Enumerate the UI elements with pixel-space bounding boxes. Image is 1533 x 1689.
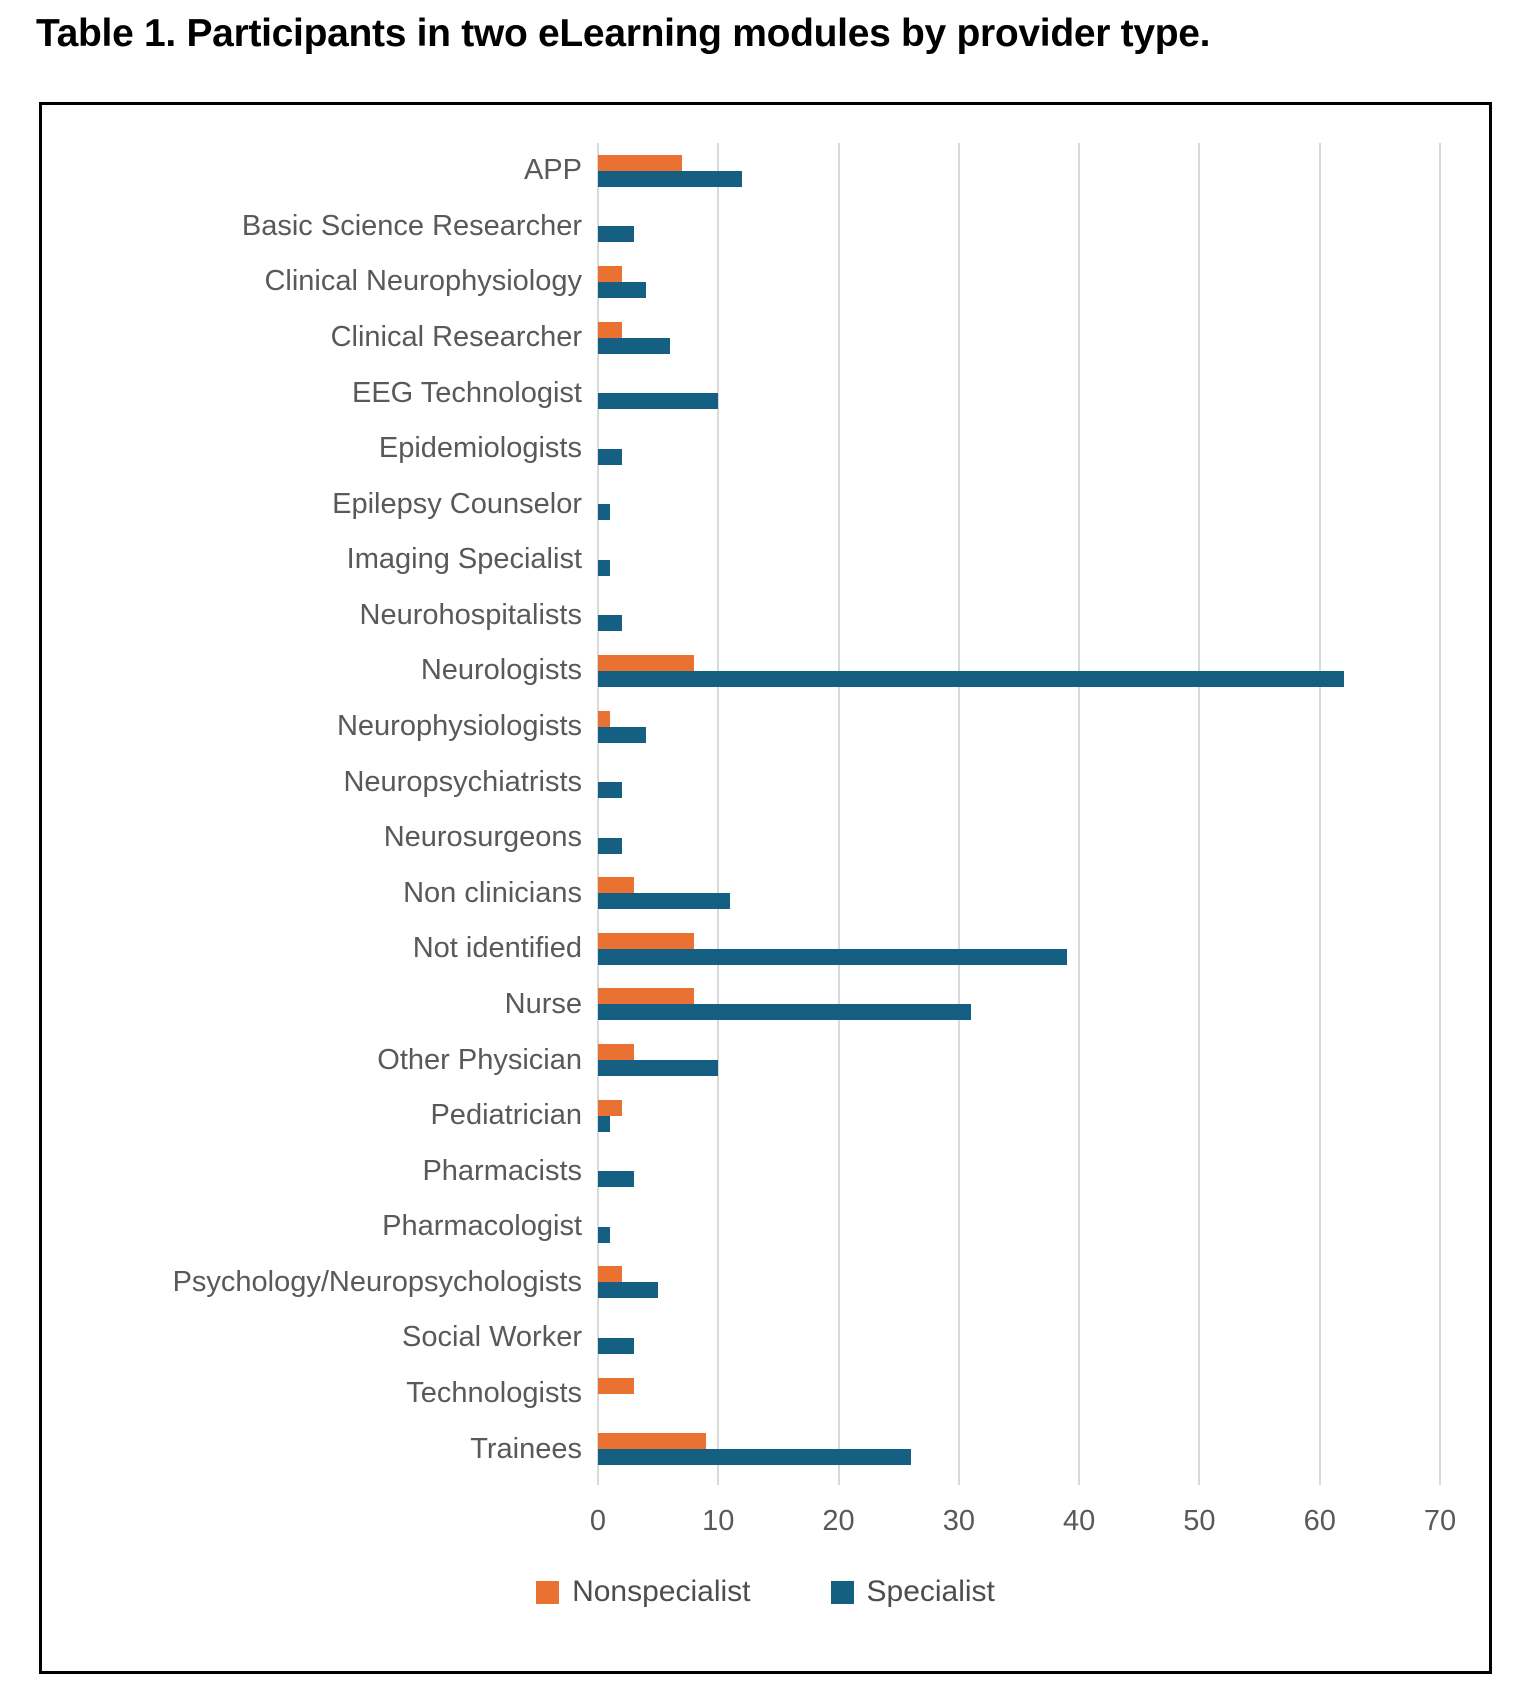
bar-specialist — [598, 782, 622, 798]
category-row — [42, 143, 1440, 199]
bar-track — [598, 199, 1440, 255]
category-label: Nurse — [504, 987, 582, 1020]
category-row — [42, 1310, 1440, 1366]
bar-track — [598, 476, 1440, 532]
bar-specialist — [598, 504, 610, 520]
legend-label: Nonspecialist — [572, 1575, 751, 1608]
x-tick-label: 60 — [1303, 1505, 1336, 1537]
legend-item — [536, 1575, 750, 1609]
bar-track — [598, 1255, 1440, 1311]
category-label: Psychology/Neuropsychologists — [172, 1265, 582, 1298]
x-tick-label: 0 — [589, 1505, 607, 1537]
category-row — [42, 866, 1440, 922]
bar-nonspecialist — [598, 322, 622, 338]
bar-track — [598, 643, 1440, 699]
bar-track — [598, 1310, 1440, 1366]
category-label: Social Worker — [402, 1321, 582, 1354]
bar-nonspecialist — [598, 266, 622, 282]
bar-nonspecialist — [598, 988, 694, 1004]
category-label: APP — [523, 154, 582, 187]
category-label: Neurosurgeons — [383, 821, 582, 854]
category-row — [42, 1143, 1440, 1199]
bar-specialist — [598, 1060, 718, 1076]
bar-specialist — [598, 1116, 610, 1132]
bar-track — [598, 1088, 1440, 1144]
category-label: Pharmacologist — [382, 1210, 582, 1243]
bar-track — [598, 1421, 1440, 1477]
bar-track — [598, 310, 1440, 366]
category-row — [42, 1255, 1440, 1311]
bar-track — [598, 1143, 1440, 1199]
bar-nonspecialist — [598, 711, 610, 727]
bar-nonspecialist — [598, 1378, 634, 1394]
category-row — [42, 254, 1440, 310]
category-label: Non clinicians — [403, 876, 582, 909]
category-row — [42, 1032, 1440, 1088]
category-row — [42, 977, 1440, 1033]
bar-track — [598, 699, 1440, 755]
bar-nonspecialist — [598, 933, 694, 949]
category-label: Pharmacists — [422, 1154, 582, 1187]
legend-swatch-icon — [536, 1581, 559, 1604]
category-label: Neuropsychiatrists — [343, 765, 582, 798]
bar-specialist — [598, 893, 730, 909]
bar-specialist — [598, 1338, 634, 1354]
bar-specialist — [598, 282, 646, 298]
bar-track — [598, 421, 1440, 477]
chart-title: Table 1. Participants in two eLearning modules by provider type. — [36, 12, 1211, 55]
bar-specialist — [598, 1282, 658, 1298]
bar-specialist — [598, 226, 634, 242]
bar-nonspecialist — [598, 1266, 622, 1282]
bar-specialist — [598, 449, 622, 465]
bar-track — [598, 810, 1440, 866]
chart-box — [39, 102, 1492, 1674]
bar-nonspecialist — [598, 1100, 622, 1116]
bar-specialist — [598, 727, 646, 743]
bar-nonspecialist — [598, 155, 682, 171]
bar-specialist — [598, 1171, 634, 1187]
bar-specialist — [598, 338, 670, 354]
category-row — [42, 1421, 1440, 1477]
x-tick-label: 40 — [1063, 1505, 1096, 1537]
bar-track — [598, 254, 1440, 310]
category-row — [42, 643, 1440, 699]
bar-specialist — [598, 560, 610, 576]
category-row — [42, 1199, 1440, 1255]
category-label: Neurologists — [420, 654, 582, 687]
x-tick-label: 30 — [942, 1505, 975, 1537]
category-label: Basic Science Researcher — [241, 209, 582, 242]
bar-track — [598, 1366, 1440, 1422]
category-row — [42, 365, 1440, 421]
bar-track — [598, 977, 1440, 1033]
category-label: Epidemiologists — [378, 432, 582, 465]
category-row — [42, 1088, 1440, 1144]
x-tick-label: 20 — [822, 1505, 855, 1537]
category-label: Epilepsy Counselor — [332, 487, 582, 520]
category-row — [42, 421, 1440, 477]
bar-nonspecialist — [598, 655, 694, 671]
bar-specialist — [598, 949, 1067, 965]
category-row — [42, 476, 1440, 532]
bar-specialist — [598, 1449, 911, 1465]
bar-specialist — [598, 393, 718, 409]
bar-track — [598, 143, 1440, 199]
category-label: Clinical Neurophysiology — [264, 265, 582, 298]
category-label: Trainees — [470, 1432, 582, 1465]
legend — [42, 1567, 1489, 1617]
bar-specialist — [598, 1227, 610, 1243]
x-axis — [589, 1497, 1457, 1541]
x-tick-label: 10 — [702, 1505, 735, 1537]
bar-nonspecialist — [598, 1044, 634, 1060]
category-row — [42, 588, 1440, 644]
bar-track — [598, 921, 1440, 977]
bar-specialist — [598, 838, 622, 854]
category-row — [42, 754, 1440, 810]
category-label: Not identified — [412, 932, 582, 965]
bar-track — [598, 1199, 1440, 1255]
x-tick-label: 50 — [1183, 1505, 1216, 1537]
bar-specialist — [598, 615, 622, 631]
category-label: Neurohospitalists — [359, 598, 582, 631]
legend-label: Specialist — [866, 1575, 995, 1608]
category-label: Pediatrician — [430, 1099, 582, 1132]
bar-chart — [42, 143, 1440, 1477]
bar-track — [598, 754, 1440, 810]
bar-specialist — [598, 671, 1344, 687]
x-tick-label: 70 — [1423, 1505, 1457, 1537]
category-row — [42, 1366, 1440, 1422]
bar-track — [598, 1032, 1440, 1088]
category-row — [42, 921, 1440, 977]
bar-specialist — [598, 171, 742, 187]
category-row — [42, 699, 1440, 755]
category-row — [42, 310, 1440, 366]
legend-swatch-icon — [831, 1581, 854, 1604]
category-row — [42, 532, 1440, 588]
bar-nonspecialist — [598, 877, 634, 893]
category-row — [42, 810, 1440, 866]
category-row — [42, 199, 1440, 255]
category-label: Other Physician — [377, 1043, 582, 1076]
bar-track — [598, 866, 1440, 922]
bar-track — [598, 588, 1440, 644]
bar-track — [598, 532, 1440, 588]
bar-track — [598, 365, 1440, 421]
category-label: Clinical Researcher — [330, 321, 582, 354]
category-label: Technologists — [406, 1377, 582, 1409]
bar-specialist — [598, 1004, 971, 1020]
legend-item — [831, 1575, 995, 1609]
category-label: Neurophysiologists — [336, 710, 582, 743]
bar-nonspecialist — [598, 1433, 706, 1449]
category-label: Imaging Specialist — [346, 543, 582, 576]
category-label: EEG Technologist — [352, 376, 582, 409]
